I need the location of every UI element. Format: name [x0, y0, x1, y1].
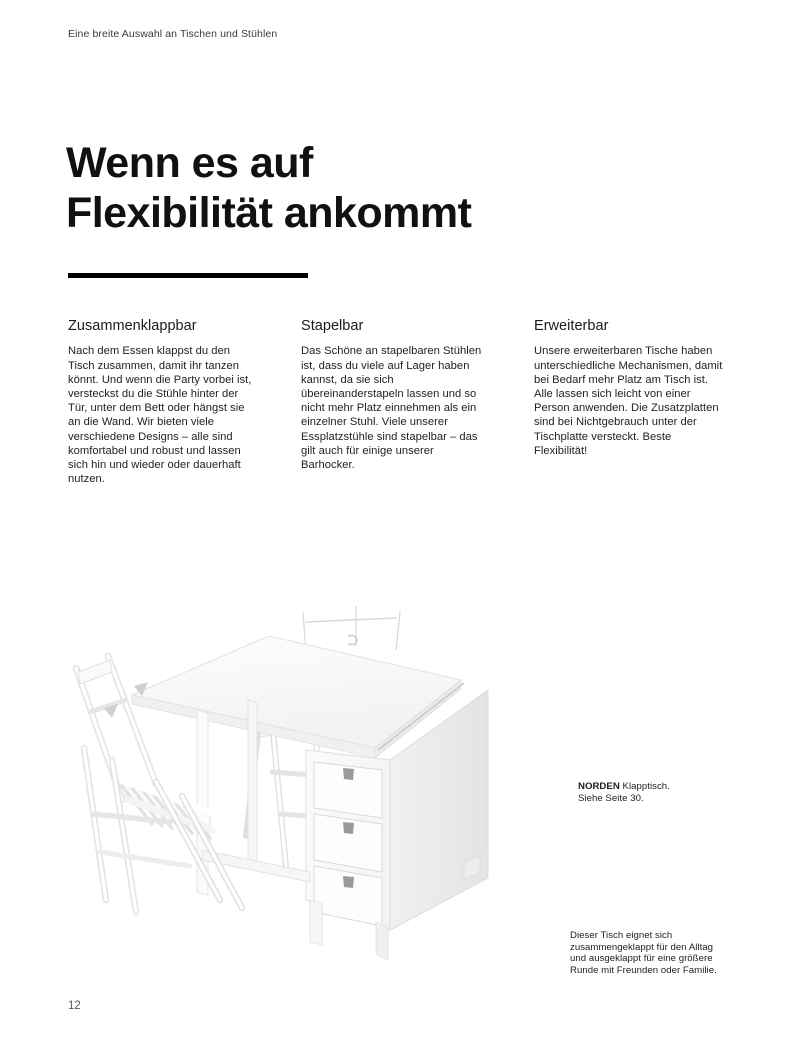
feature-heading: Erweiterbar: [534, 318, 609, 334]
drawer-top[interactable]: [314, 762, 382, 818]
feature-heading: Zusammenklappbar: [68, 318, 197, 334]
page-title-line-2: Flexibilität ankommt: [66, 189, 472, 238]
product-photo-illustration: [60, 600, 560, 1000]
title-divider-rule: [68, 273, 308, 278]
drawer-handle-icon[interactable]: [343, 822, 354, 834]
running-header: Eine breite Auswahl an Tischen und Stühlen: [68, 28, 278, 40]
feature-column-erweiterbar: [534, 318, 723, 486]
feature-column-stapelbar: [301, 318, 490, 486]
feature-heading: Stapelbar: [301, 318, 364, 334]
product-page-reference: Siehe Seite 30.: [578, 792, 644, 804]
page-number: 12: [68, 1000, 81, 1012]
product-note-caption: Dieser Tisch eignet sich zusammengeklappt für den Alltag und ausgeklappt für eine größere Runde mit Freunden oder Familie.: [570, 930, 717, 976]
product-photo: [60, 600, 560, 1000]
feature-columns: [68, 318, 732, 486]
feature-column-zusammenklappbar: [68, 318, 257, 486]
drawer-handle-icon[interactable]: [343, 876, 354, 888]
feature-body: Das Schöne an stapelbaren Stühlen ist, dass du viele auf Lager haben kannst, da sie sich übereinanderstapeln lassen und so nicht mehr Platz einnehmen als ein einzelner Stuhl. Viele unserer Essplatzstühle sind stapelbar – das gilt auch für einige unserer Barhocker.: [301, 345, 482, 472]
product-name: NORDEN: [578, 781, 620, 792]
feature-body: Nach dem Essen klappst du den Tisch zusammen, damit ihr tanzen könnt. Und wenn die Party vorbei ist, versteckst du die Stühle hinter der Tür, unter dem Bett oder hängst sie an die Wand. Wir bieten viele verschiedene Designs – alle sind komfortabel und robust und lassen sich hin und wieder oder dauerhaft nutzen.: [68, 345, 252, 486]
page-title: [66, 138, 706, 239]
page-title-line-1: Wenn es auf: [66, 139, 313, 187]
product-caption: [578, 781, 738, 804]
drawer-handle-icon[interactable]: [343, 768, 354, 780]
product-type: Klapptisch.: [619, 781, 670, 792]
feature-body: Unsere erweiterbaren Tische haben unterschiedliche Mechanismen, damit bei Bedarf mehr Platz am Tisch ist. Alle lassen sich leicht von einer Person anwenden. Die Zusatzplatten sind bei Nichtgebrauch unter der Tischplatte versteckt. Beste Flexibilität!: [534, 345, 723, 457]
